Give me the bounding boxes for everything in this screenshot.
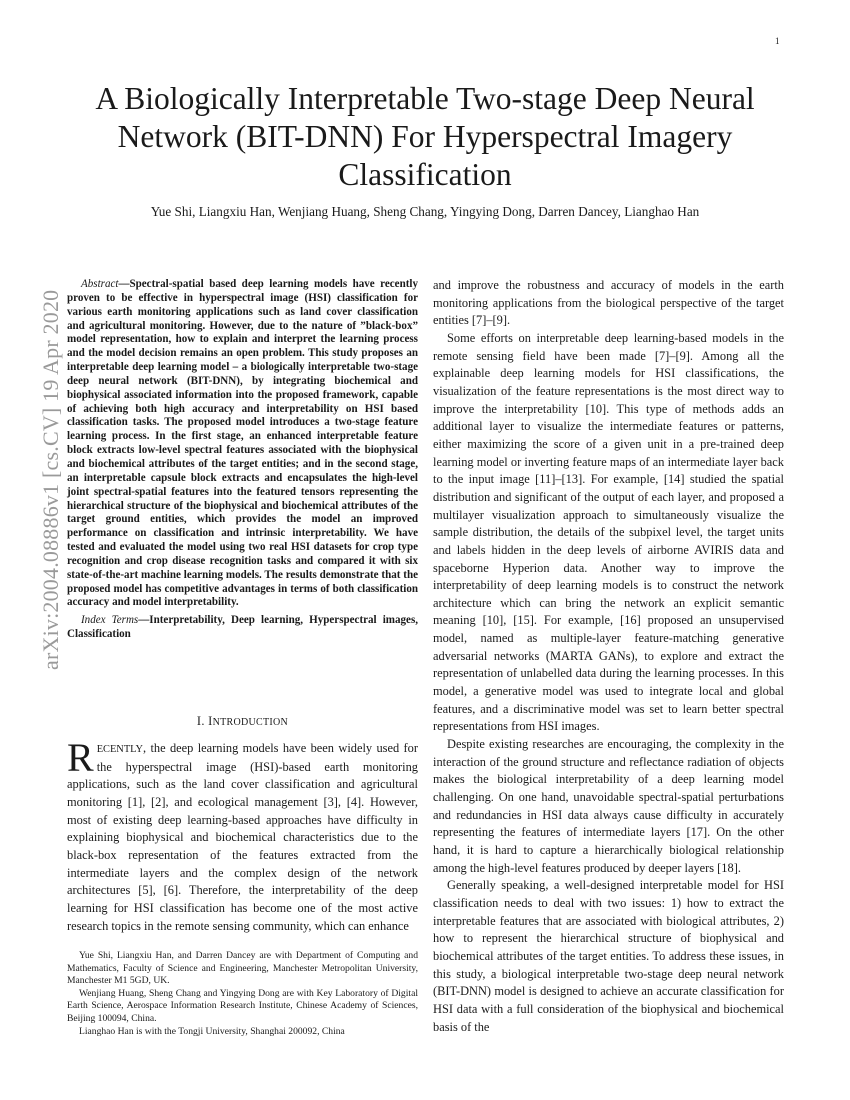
section-heading-introduction — [67, 714, 418, 729]
index-terms-paragraph — [67, 614, 418, 642]
right-paragraph-2: Some efforts on interpretable deep learning-based models in the remote sensing field have been made [7]–[9]. Among all the explainable deep learning models for HSI classifications, the visualization of the feature representations is the most direct way to improve the interpretability [10]. This type of methods adds an additional layer to visualize the intermediate features or patterns, either maximizing the score of a given unit in a pre-trained deep learning model or inverting feature maps of an intermediate layer back to the input image [11]–[13]. For example, [14] studied the spatial distribution and significant of the output of each layer, and proposed a multilayer visualization approach to simultaneously visualize the sample distribution, the details of the subpixel level, the target units and labels hidden in the deep levels of airborne AVIRIS data and spaceborne Hyperion data. Another way to improve the interpretability of deep learning models is to construct the network architecture which can bring the network an explicit semantic meaning [10], [15]. For example, [16] proposed an unsupervised model, named as multiple-layer feature-matching generative adversarial networks (MARTA GANs), to explore and extract the representation of unlabelled data during the learning processes. In this model, a generative model was used to integrate local and global features, and a discriminative model was set to learn better spectral representations from HSI images. — [433, 330, 784, 734]
right-paragraph-3: Despite existing researches are encouraging, the complexity in the interaction of the ground structure and reflectance radiation of objects makes the biological interpretability of a deep learning model challenging. On one hand, unavoidable spectral-spatial perturbations and redundancies in HSI data always cause difficulty in accurately representing the features of intermediate layers [17]. On the other hand, it is hard to capture a hierarchically biological relationship among the high-level features produced by deeper layers [18]. — [433, 737, 784, 875]
index-terms-text: —Interpretability, Deep learning, Hyperspectral images, Classification — [67, 614, 419, 641]
arxiv-watermark: arXiv:2004.08886v1 [cs.CV] 19 Apr 2020 — [38, 289, 63, 670]
intro-text: , the deep learning models have been widely used for the hyperspectral image (HSI)-based earth monitoring applications, such as the land cover classification and agricultural monitoring [1], [2], and ecological management [3], [4]. However, most of existing deep learning-based approaches have difficulty in explaining biophysical and biochemical characteristics due to the black-box representation of the features extracted from the intermediate layers and the complex design of the network architectures [5], [6]. Therefore, the interpretability of the deep learning for HSI classification has become one of the most active research topics in the remote sensing community, which can enhance — [67, 741, 418, 933]
abstract-block — [67, 278, 418, 642]
abstract-text: —Spectral-spatial based deep learning models have recently proven to be effective in hyperspectral image (HSI) classification for various earth monitoring applications such as land cover classification and agricultural monitoring. However, due to the nature of ”black-box” model representation, how to explain and interpret the learning process and the model decision remains an open problem. This study proposes an interpretable deep learning model – a biologically interpretable two-stage deep neural network (BIT-DNN), by integrating biochemical and biophysical associated information into the proposed framework, capable of achieving both high accuracy and interpretability on HSI based classification tasks. The proposed model introduces a two-stage feature learning process. In the first stage, an enhanced interpretable feature block extracts low-level spectral features associated with the biophysical and biochemical attributes of the target entities; and in the second stage, an interpretable capsule block extracts and encapsulates the high-level joint spectral-spatial features into the featured tensors representing the hierarchical structure of the biophysical and biochemical attributes of the target ground entities, which provides the model an improved performance on classification and intrinsic interpretability. We have tested and evaluated the model using two real HSI datasets for crop type recognition and crop disease recognition tasks and compared it with six state-of-the-art machine learning models. The results demonstrate that the proposed model has competitive advantages in terms of both classification accuracy and model interpretability. — [67, 278, 418, 609]
abstract-paragraph — [67, 278, 418, 610]
section-title-rest: NTRODUCTION — [212, 717, 289, 728]
footnote-3: Lianghao Han is with the Tongji University, Shanghai 200092, China — [79, 1025, 345, 1037]
intro-paragraph — [67, 735, 418, 935]
index-terms-label: Index Terms — [81, 614, 139, 627]
right-column — [433, 277, 784, 1036]
footnote-1: Yue Shi, Liangxiu Han, and Darren Dancey are with Department of Computing and Mathematics, Faculty of Science and Engineering, Manchester Metropolitan University, Manchester M1 5GD, UK. — [67, 950, 418, 987]
right-paragraph-4: Generally speaking, a well-designed interpretable model for HSI classification needs to deal with two issues: 1) how to extract the interpretable features that are associated with biological attributes, 2) how to represent the hierarchical structure of biophysical and biochemical attributes of the target entities. To address these issues, in this study, a biological interpretable two-stage deep neural network (BIT-DNN) model is designed to achieve an accurate classification for HSI data with a full consideration of the biophysical and biochemical basis of the — [433, 878, 784, 1034]
drop-cap-letter: R — [67, 735, 94, 780]
section-first-letter: I — [208, 714, 213, 728]
page-number: 1 — [775, 36, 780, 46]
right-paragraph-1: and improve the robustness and accuracy of models in the earth monitoring applications from the biological perspective of the target entities [7]–[9]. — [433, 278, 784, 328]
author-list: Yue Shi, Liangxiu Han, Wenjiang Huang, Sheng Chang, Yingying Dong, Darren Dancey, Lianghao Han — [150, 204, 700, 219]
intro-smallcaps: ECENTLY — [96, 744, 143, 755]
paper-title: A Biologically Interpretable Two-stage Deep Neural Network (BIT-DNN) For Hyperspectral Imagery Classification — [95, 81, 755, 192]
section-number: I. — [196, 714, 209, 728]
abstract-label: Abstract — [81, 278, 119, 290]
affiliation-footnotes — [67, 950, 418, 1038]
footnote-2: Wenjiang Huang, Sheng Chang and Yingying Dong are with Key Laboratory of Digital Earth Science, Aerospace Information Research Institute, Chinese Academy of Sciences, Beijing 100094, China. — [67, 987, 418, 1024]
